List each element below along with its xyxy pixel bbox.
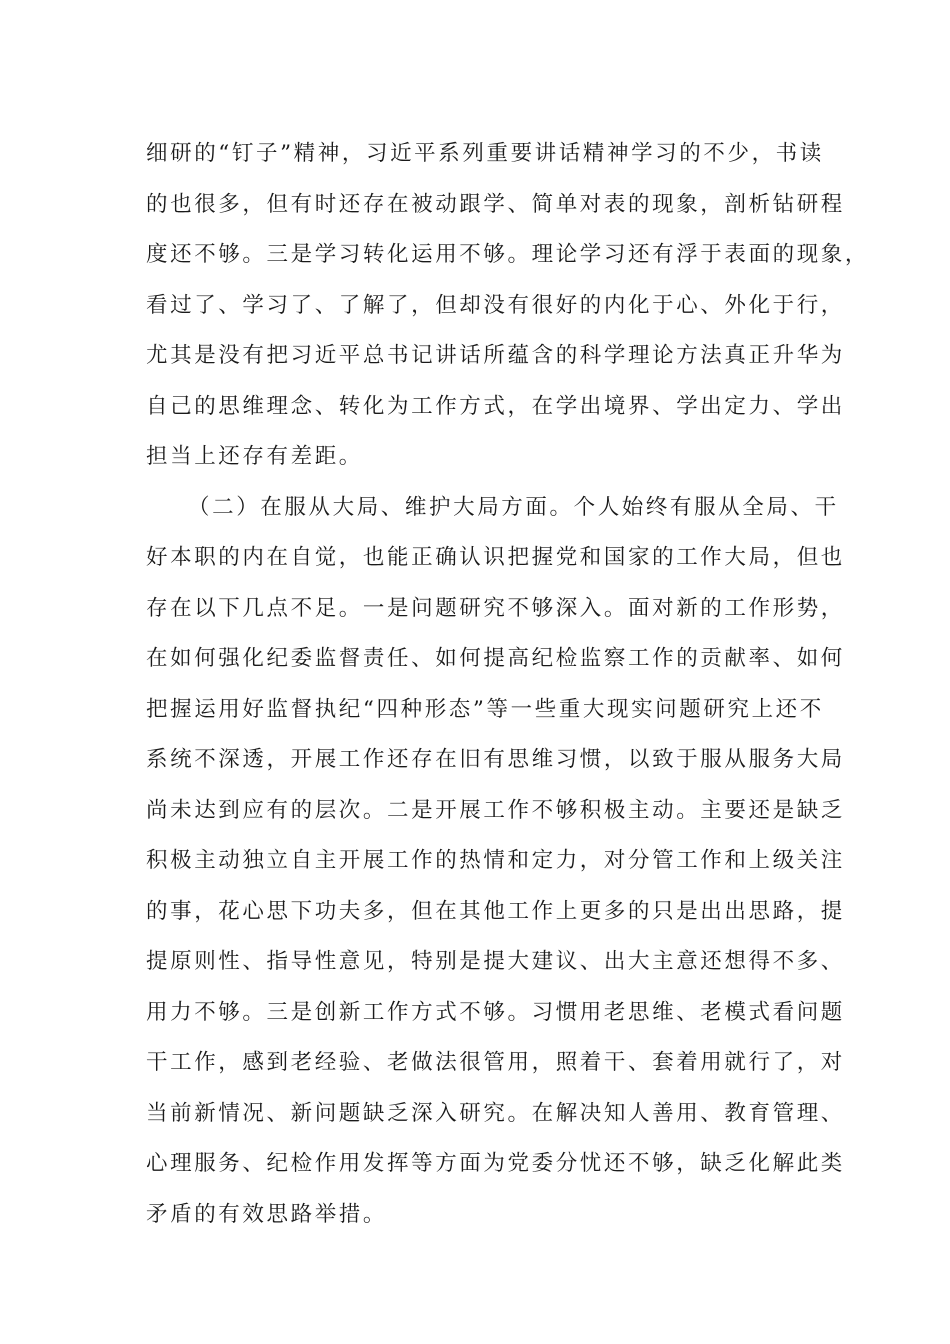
- paragraph-line: 看过了、学习了、了解了，但却没有很好的内化于心、外化于行，: [146, 293, 845, 318]
- paragraph-line: （二）在服从大局、维护大局方面。个人始终有服从全局、干: [188, 495, 839, 520]
- paragraph-line: 提原则性、指导性意见，特别是提大建议、出大主意还想得不多、: [146, 949, 845, 974]
- paragraph-line: 积极主动独立自主开展工作的热情和定力，对分管工作和上级关注: [146, 848, 845, 873]
- paragraph-line: 细研的“钉子”精神，习近平系列重要讲话精神学习的不少，书读: [146, 141, 824, 166]
- paragraph-line: 干工作，感到老经验、老做法很管用，照着干、套着用就行了，对: [146, 1050, 845, 1075]
- paragraph-line: 当前新情况、新问题缺乏深入研究。在解决知人善用、教育管理、: [146, 1101, 845, 1126]
- paragraph-line: 尤其是没有把习近平总书记讲话所蕴含的科学理论方法真正升华为: [146, 343, 845, 368]
- paragraph-line: 自己的思维理念、转化为工作方式，在学出境界、学出定力、学出: [146, 394, 845, 419]
- paragraph-line: 的事，花心思下功夫多，但在其他工作上更多的只是出出思路，提: [146, 899, 845, 924]
- paragraph-line: 的也很多，但有时还存在被动跟学、简单对表的现象，剖析钻研程: [146, 192, 845, 217]
- paragraph-line: 用力不够。三是创新工作方式不够。习惯用老思维、老模式看问题: [146, 1000, 845, 1025]
- paragraph-line: 把握运用好监督执纪“四种形态”等一些重大现实问题研究上还不: [146, 697, 824, 722]
- paragraph-line: 存在以下几点不足。一是问题研究不够深入。面对新的工作形势，: [146, 596, 845, 621]
- paragraph-line: 在如何强化纪委监督责任、如何提高纪检监察工作的贡献率、如何: [146, 646, 845, 671]
- paragraph-line: 矛盾的有效思路举措。: [146, 1202, 388, 1227]
- paragraph-line: 系统不深透，开展工作还存在旧有思维习惯，以致于服从服务大局: [146, 747, 845, 772]
- paragraph-line: 担当上还存有差距。: [146, 444, 363, 469]
- paragraph-line: 好本职的内在自觉，也能正确认识把握党和国家的工作大局，但也: [146, 545, 845, 570]
- paragraph-line: 度还不够。三是学习转化运用不够。理论学习还有浮于表面的现象，: [146, 242, 870, 267]
- paragraph-line: 尚未达到应有的层次。二是开展工作不够积极主动。主要还是缺乏: [146, 798, 845, 823]
- paragraph-line: 心理服务、纪检作用发挥等方面为党委分忧还不够，缺乏化解此类: [146, 1151, 845, 1176]
